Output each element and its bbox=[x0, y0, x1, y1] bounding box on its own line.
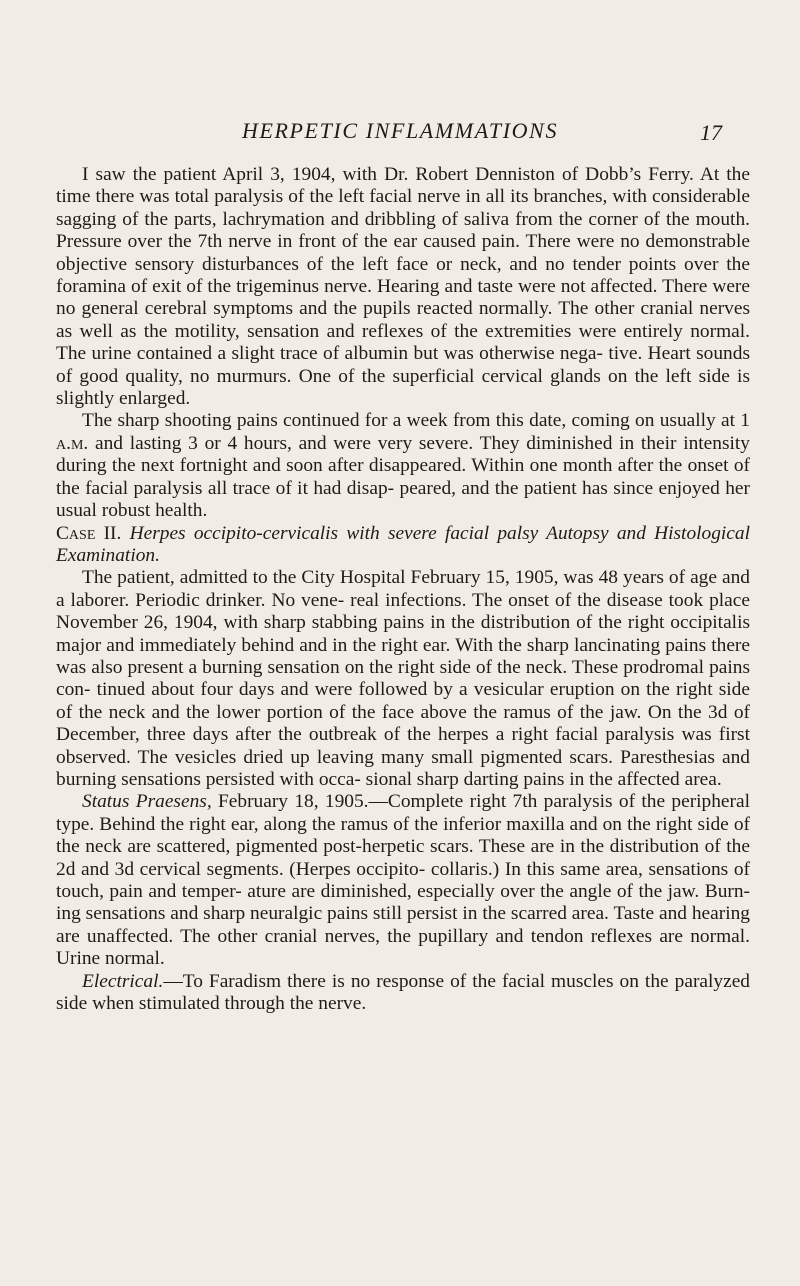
case-heading bbox=[56, 523, 750, 568]
paragraph-4-text: February 18, 1905.—Complete right 7th paralysis of the peripheral type. Behind the right ear, along the ramus of the inferior maxilla and on the right side of the neck are scattered, pigmented post-herpetic scars. These are in the distribution of the 2d and 3d cervical segments. (Herpes occipito- collaris.) In this same area, sensations of touch, pain and temper- ature are diminished, especially over the angle of the jaw. Burn- ing sensations and sharp neuralgic pains still persist in the scarred area. Taste and hearing are unaffected. The other cranial nerves, the pupillary and tendon reflexes are normal. Urine normal. bbox=[56, 791, 750, 970]
page-header bbox=[0, 118, 800, 148]
paragraph-5-text: —To Faradism there is no response of the facial muscles on the paralyzed side when stimulated through the nerve. bbox=[56, 970, 750, 1015]
case-label: Case II. bbox=[56, 522, 122, 544]
electrical-label: Electrical. bbox=[82, 970, 164, 992]
paragraph-2-end: and lasting 3 or 4 hours, and were very severe. They diminished in their intensity during the next fortnight and soon after disappeared. Within one month after the onset of the facial paralysis all trace of it had disap- peared, and the patient has since enjoyed her usual robust health. bbox=[56, 432, 750, 522]
running-title: HERPETIC INFLAMMATIONS bbox=[241, 118, 559, 143]
paragraph-5 bbox=[56, 971, 750, 1016]
am-abbrev: a.m. bbox=[56, 432, 89, 454]
paragraph-2-start: The sharp shooting pains continued for a week from this date, coming on usually at 1 bbox=[82, 410, 750, 432]
paragraph-2 bbox=[56, 410, 750, 522]
page-number: 17 bbox=[700, 120, 722, 145]
body-text bbox=[56, 164, 750, 1015]
paragraph-4 bbox=[56, 791, 750, 970]
status-praesens-label: Status Praesens, bbox=[82, 791, 212, 813]
case-title: Herpes occipito-cervicalis with severe facial palsy Autopsy and Histological Examination. bbox=[56, 522, 750, 566]
paragraph-3: The patient, admitted to the City Hospital February 15, 1905, was 48 years of age and a laborer. Periodic drinker. No vene- real infections. The onset of the disease took place November 26, 1904, with sharp stabbing pains in the distribution of the right occipitalis major and immediately behind and in the right ear. With the sharp lancinating pains there was also present a burning sensation on the right side of the neck. These prodromal pains con- tinued about four days and were followed by a vesicular eruption on the right side of the neck and the lower portion of the face above the ramus of the jaw. On the 3d of December, three days after the outbreak of the herpes a right facial paralysis was first observed. The vesicles dried up leaving many small pigmented scars. Paresthesias and burning sensations persisted with occa- sional sharp darting pains in the affected area. bbox=[56, 567, 750, 790]
paragraph-1: I saw the patient April 3, 1904, with Dr. Robert Denniston of Dobb’s Ferry. At the time there was total paralysis of the left facial nerve in all its branches, with considerable sagging of the parts, lachrymation and dribbling of saliva from the corner of the mouth. Pressure over the 7th nerve in front of the ear caused pain. There were no demonstrable objective sensory disturbances of the left face or neck, and no tender points over the foramina of exit of the trigeminus nerve. Hearing and taste were not affected. There were no general cerebral symptoms and the pupils reacted normally. The other cranial nerves as well as the motility, sensation and reflexes of the extremities were entirely normal. The urine contained a slight trace of albumin but was otherwise nega- tive. Heart sounds of good quality, no murmurs. One of the superficial cervical glands on the left side is slightly enlarged. bbox=[56, 164, 750, 410]
